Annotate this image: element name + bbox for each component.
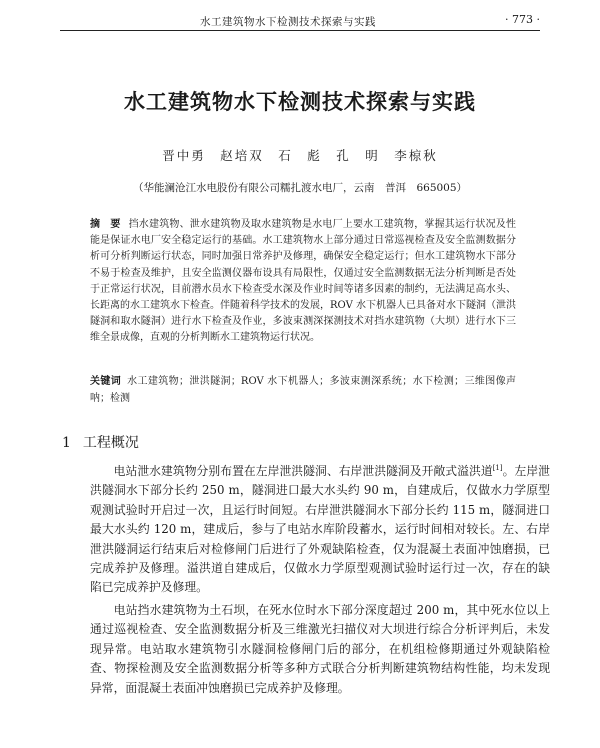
para1-text-cont: 。左岸泄洪隧洞水下部分长约 250 m，隧洞进口最大水头约 90 m，自建成后，仅做水力学原型观测试验时开启过一次，且运行时间短。右岸泄洪隧洞水下部分长约 115 m，隧洞进口最大水头约 120 m，建成后，参与了电站水库阶段蓄水，运行时间相对较长。左、右岸泄洪隧洞运行结束后对检修闸门后进行了外观缺陷检查，仅为混凝土表面冲蚀磨损，已完成养护及修理。溢洪道自建成后，仅做水力学原型观测试验时运行过一次，存在的缺陷已完成养护及修理。 (90, 464, 550, 595)
running-title: 水工建筑物水下检测技术探索与实践 (200, 16, 376, 28)
citation-ref: [1] (492, 464, 503, 473)
header-rule (60, 30, 540, 31)
abstract (90, 217, 516, 347)
body-paragraph (90, 601, 550, 698)
keywords-text: 水工建筑物；泄洪隧洞；ROV 水下机器人；多波束测深系统；水下检测；三维图像声呐；检测 (90, 376, 517, 404)
running-header (60, 10, 540, 32)
para1-text: 电站泄水建筑物分别布置在左岸泄洪隧洞、右岸泄洪隧洞及开敞式溢洪道 (113, 464, 493, 478)
affiliation: （华能澜沧江水电股份有限公司糯扎渡水电厂，云南 普洱 665005） (132, 182, 468, 194)
abstract-label: 摘 要 (90, 219, 121, 230)
keywords-label: 关键词 (90, 376, 122, 387)
author-list: 晋中勇 赵培双 石 彪 孔 明 李椋秋 (162, 148, 438, 163)
keywords (90, 374, 516, 407)
page-number: · 773 · (505, 13, 540, 26)
section-title: 工程概况 (82, 435, 139, 451)
body-paragraph (90, 462, 550, 598)
paper-title: 水工建筑物水下检测技术探索与实践 (124, 90, 476, 114)
section-number: 1 (62, 435, 71, 451)
abstract-text: 挡水建筑物、泄水建筑物及取水建筑物是水电厂上要水工建筑物，掌握其运行状况及性能是保证水电厂安全稳定运行的基础。水工建筑物水上部分通过日常巡视检查及安全监测数据分析可分析判断运行状态，同时加强日常养护及修理，确保安全稳定运行；但水工建筑物水下部分不易于检查及维护，且安全监测仪器布设具有局限性，仅通过安全监测数据无法分析判断是否处于正常运行状况，目前潜水员水下检查受水深及作业时间等诸多因素的制约，无法满足高水头、长距离的水工建筑水下检查。伴随着科学技术的发展，ROV 水下机器人已具备对水下隧洞（泄洪隧洞和取水隧洞）进行水下检查及作业，多波束测深探测技术对挡水建筑物（大坝）进行水下三维全景成像，直观的分析判断水工建筑物运行状况。 (90, 219, 517, 344)
section-heading (62, 432, 139, 452)
para2-text: 电站挡水建筑物为土石坝，在死水位时水下部分深度超过 200 m，其中死水位以上通过巡视检查、安全监测数据分析及三维激光扫描仪对大坝进行综合分析评判后，未发现异常。电站取水建筑物引水隧洞检修闸门后的部分，在机组检修期通过外观缺陷检查、物探检测及安全监测数据分析等多种方式联合分析判断建筑物结构性能，均未发现异常，面混凝土表面冲蚀磨损已完成养护及修理。 (90, 603, 550, 695)
